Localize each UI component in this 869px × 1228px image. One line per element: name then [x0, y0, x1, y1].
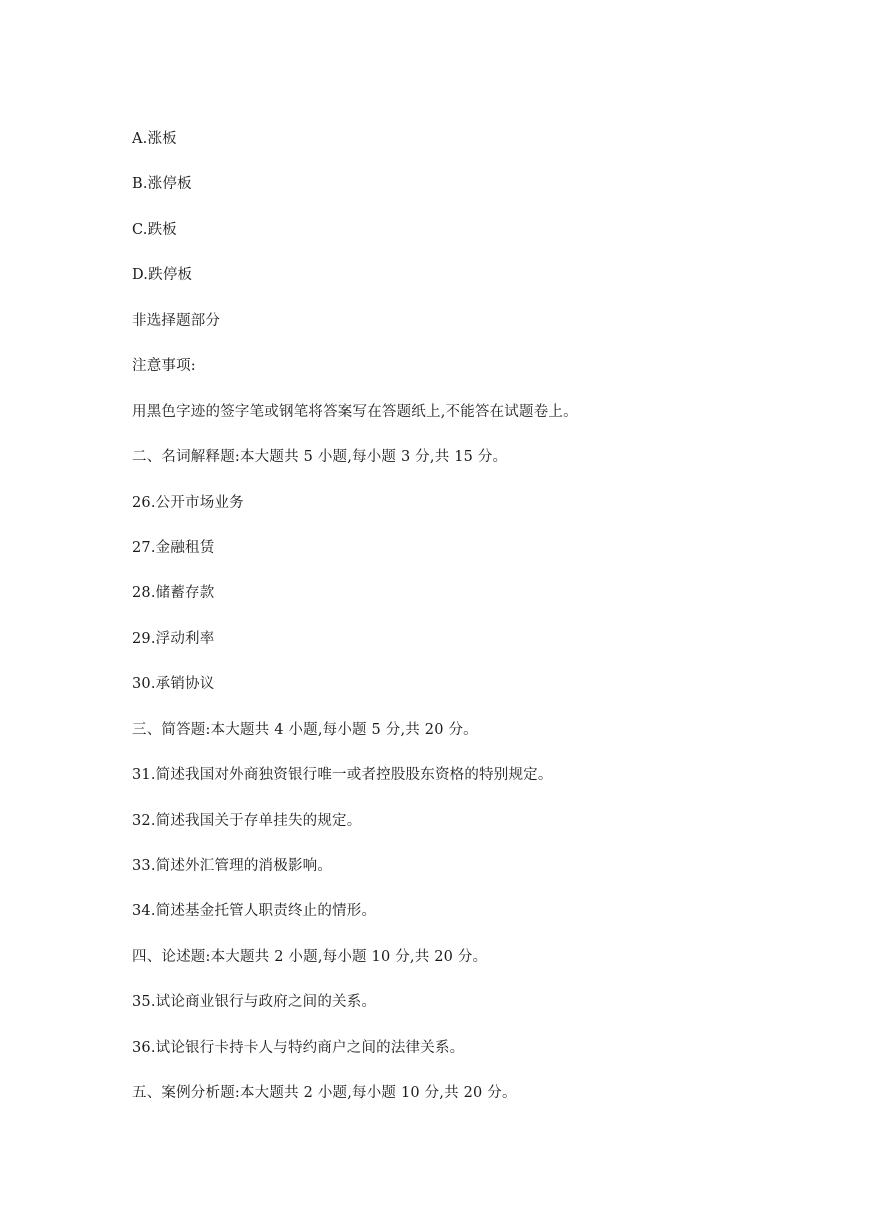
question-34: 34.简述基金托管人职责终止的情形。	[132, 903, 377, 920]
section-heading-short-answer: 三、简答题:本大题共 4 小题,每小题 5 分,共 20 分。	[132, 721, 478, 738]
question-26: 26.公开市场业务	[132, 494, 244, 511]
notice-text: 用黑色字迹的签字笔或钢笔将答案写在答题纸上,不能答在试题卷上。	[132, 403, 578, 420]
section-heading-case-analysis: 五、案例分析题:本大题共 2 小题,每小题 10 分,共 20 分。	[132, 1085, 517, 1102]
option-a: A.涨板	[132, 131, 177, 147]
section-heading-non-choice: 非选择题部分	[132, 312, 221, 329]
question-27: 27.金融租赁	[132, 539, 215, 556]
notice-heading: 注意事项:	[132, 358, 196, 375]
option-c: C.跌板	[132, 221, 177, 238]
question-36: 36.试论银行卡持卡人与特约商户之间的法律关系。	[132, 1039, 465, 1056]
question-30: 30.承销协议	[132, 676, 215, 693]
document-body	[132, 126, 578, 1126]
question-31: 31.简述我国对外商独资银行唯一或者控股股东资格的特别规定。	[132, 767, 553, 784]
section-heading-terms: 二、名词解释题:本大题共 5 小题,每小题 3 分,共 15 分。	[132, 449, 508, 466]
option-d: D.跌停板	[132, 267, 193, 284]
question-29: 29.浮动利率	[132, 630, 215, 647]
option-b: B.涨停板	[132, 176, 192, 193]
section-heading-essay: 四、论述题:本大题共 2 小题,每小题 10 分,共 20 分。	[132, 948, 488, 965]
question-35: 35.试论商业银行与政府之间的关系。	[132, 994, 377, 1011]
question-32: 32.简述我国关于存单挂失的规定。	[132, 812, 362, 829]
question-28: 28.储蓄存款	[132, 585, 215, 602]
question-33: 33.简述外汇管理的消极影响。	[132, 858, 333, 874]
